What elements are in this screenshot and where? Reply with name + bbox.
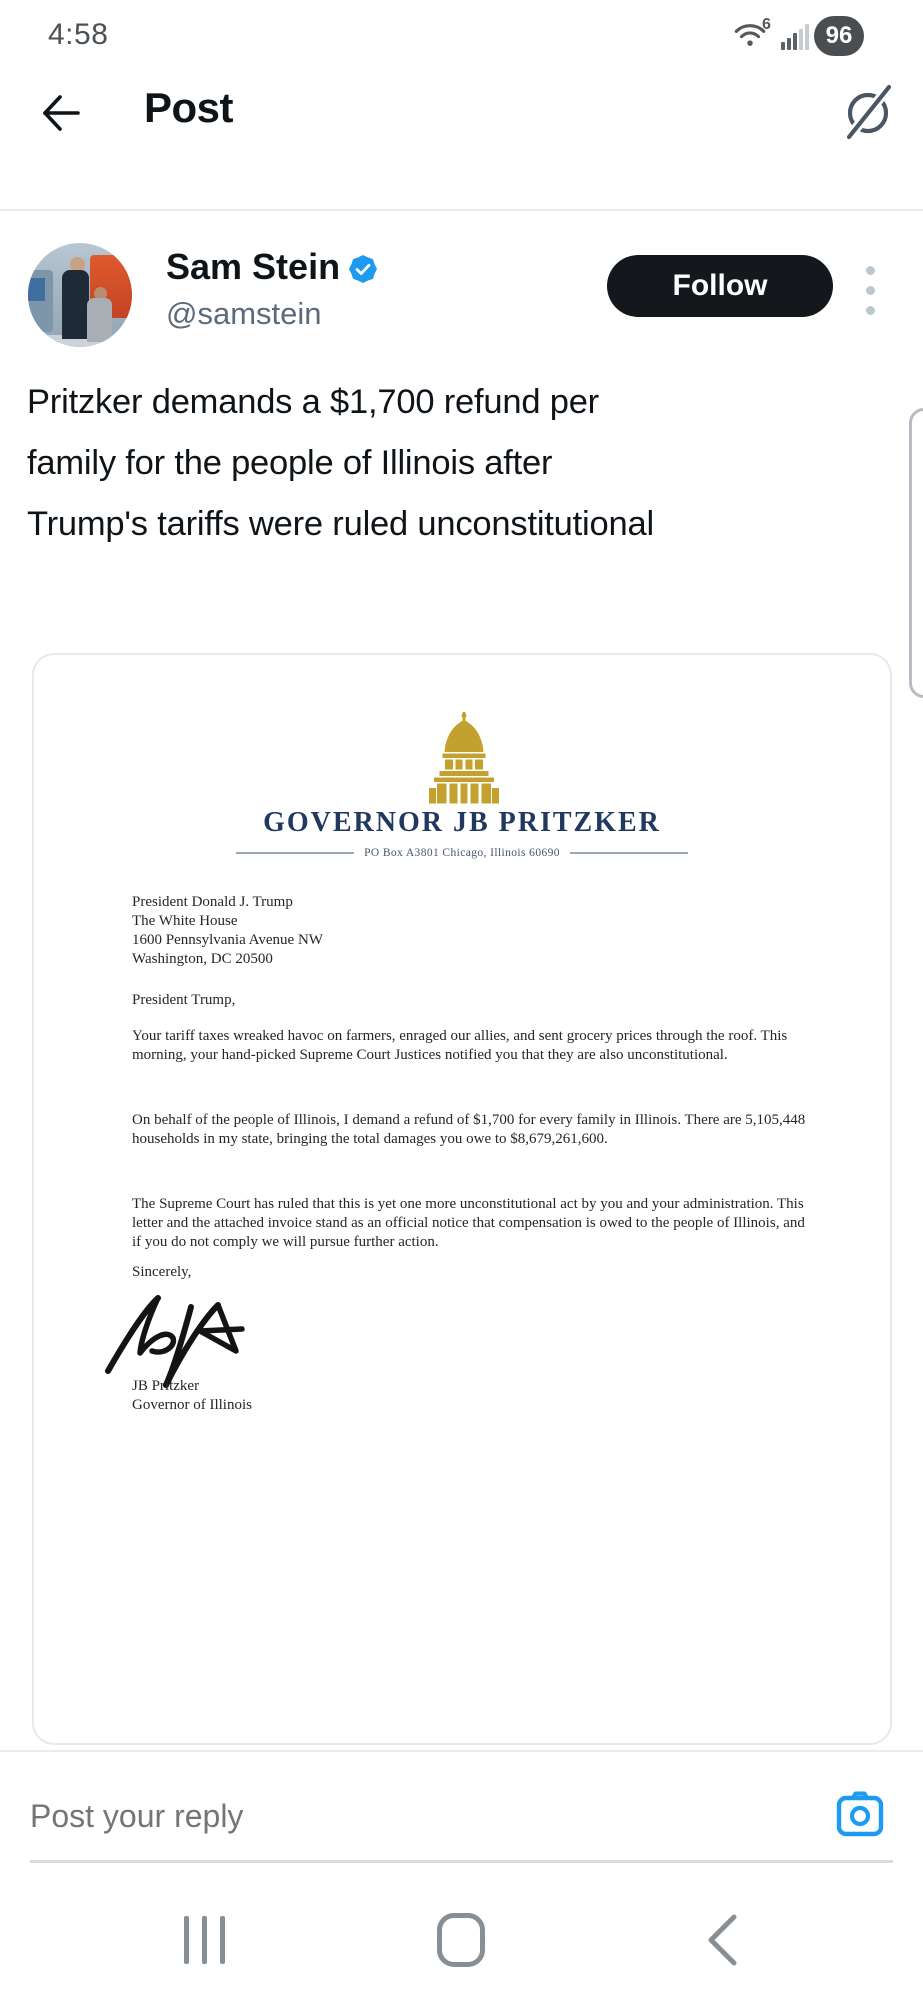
letterhead-address: PO Box A3801 Chicago, Illinois 60690 <box>34 847 890 859</box>
letter-closing: Sincerely, <box>132 1264 192 1280</box>
letter-salutation: President Trump, <box>132 992 236 1008</box>
letterhead-title: GOVERNOR JB PRITZKER <box>263 807 661 838</box>
reply-input[interactable] <box>30 1798 810 1835</box>
back-button[interactable] <box>38 92 82 134</box>
nav-home-button[interactable] <box>437 1913 485 1967</box>
nav-back-button[interactable] <box>706 1914 738 1966</box>
more-menu-icon[interactable] <box>864 266 876 330</box>
header-divider <box>0 209 923 211</box>
reply-divider <box>0 1750 923 1752</box>
scrollbar[interactable] <box>909 408 923 698</box>
author-handle[interactable]: @samstein <box>166 296 322 331</box>
reply-underline <box>30 1860 893 1863</box>
status-time: 4:58 <box>48 18 109 51</box>
author-name[interactable]: Sam Stein <box>166 246 378 288</box>
letter-paragraph: Your tariff taxes wreaked havoc on farmers, enraged our allies, and sent grocery prices through the roof. This morning, your hand-picked Supreme Court Justices notified you that they are also unconstitutional. <box>132 1028 788 1063</box>
letter-recipient: President Donald J. Trump The White House 1600 Pennsylvania Avenue NW Washington, DC 20500 <box>132 894 323 967</box>
verified-badge-icon <box>348 254 378 284</box>
letter-signer: JB Pritzker Governor of Illinois <box>132 1378 252 1413</box>
wifi-icon <box>733 18 777 54</box>
letter-paragraph: The Supreme Court has ruled that this is yet one more unconstitutional act by you and your administration. This letter and the attached invoice stand as an official notice that compensation is owed to the people of Illinois, and if you do not comply we will pursue further action. <box>132 1196 805 1250</box>
avatar[interactable] <box>28 243 132 347</box>
letter-paragraph: On behalf of the people of Illinois, I demand a refund of $1,700 for every family in Illinois. There are 5,105,448 households in my state, bringing the total damages you owe to $8,679,261,600. <box>132 1112 806 1147</box>
capitol-dome-icon <box>428 711 500 805</box>
wifi-network-type: 6 <box>762 16 771 33</box>
signal-icon <box>781 24 809 50</box>
follow-button[interactable]: Follow <box>607 255 833 317</box>
grok-icon[interactable] <box>840 84 896 140</box>
tweet-media-letter[interactable] <box>32 653 892 1745</box>
page-title: Post <box>144 84 234 131</box>
camera-icon[interactable] <box>834 1790 886 1838</box>
battery-badge: 96 <box>814 16 864 56</box>
nav-recents-button[interactable] <box>184 1916 228 1964</box>
tweet-text: Pritzker demands a $1,700 refund per family for the people of Illinois after Trump's tariffs were ruled unconstitutional <box>27 383 654 543</box>
